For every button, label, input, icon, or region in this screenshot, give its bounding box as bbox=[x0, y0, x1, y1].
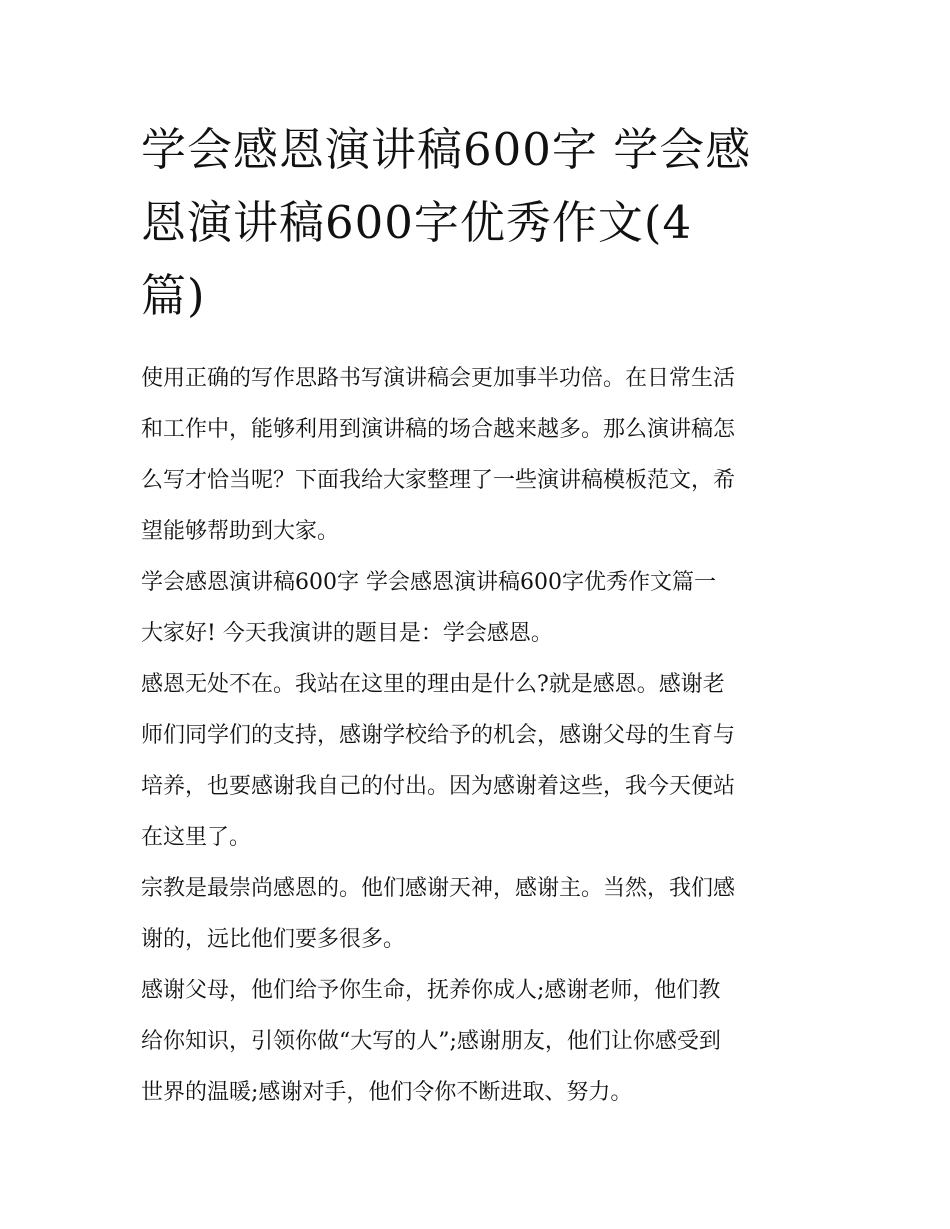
text-line: 宗教是最崇尚感恩的。他们感谢天神，感谢主。当然，我们感 bbox=[141, 876, 736, 901]
text-line: 使用正确的写作思路书写演讲稿会更加事半功倍。在日常生活 bbox=[141, 366, 736, 391]
title-line: 恩演讲稿600字优秀作文(4 bbox=[141, 196, 693, 249]
body-paragraph bbox=[141, 965, 821, 1118]
greeting-paragraph bbox=[141, 608, 821, 659]
text-line: 么写才恰当呢？下面我给大家整理了一些演讲稿模板范文，希 bbox=[141, 468, 736, 493]
text-line: 谢的，远比他们要多很多。 bbox=[141, 927, 406, 952]
text-line: 师们同学们的支持，感谢学校给予的机会，感谢父母的生育与 bbox=[141, 723, 736, 748]
body-paragraph bbox=[141, 659, 821, 863]
text-line: 望能够帮助到大家。 bbox=[141, 519, 340, 544]
text-line: 在这里了。 bbox=[141, 825, 252, 850]
text-line: 培养，也要感谢我自己的付出。因为感谢着这些，我今天便站 bbox=[141, 774, 736, 799]
intro-paragraph bbox=[141, 353, 821, 557]
text-line: 学会感恩演讲稿600字 学会感恩演讲稿600字优秀作文篇一 bbox=[141, 570, 716, 595]
text-line: 和工作中，能够利用到演讲稿的场合越来越多。那么演讲稿怎 bbox=[141, 417, 736, 442]
title-line: 学会感恩演讲稿600字 学会感 bbox=[141, 123, 752, 176]
section-heading bbox=[141, 557, 821, 608]
title-line: 篇) bbox=[141, 269, 206, 322]
text-line: 大家好! 今天我演讲的题目是：学会感恩。 bbox=[141, 621, 553, 646]
body-paragraph bbox=[141, 863, 821, 965]
text-line: 世界的温暖;感谢对手，他们令你不断进取、努力。 bbox=[141, 1080, 633, 1105]
document-body bbox=[141, 353, 821, 1118]
text-line: 感恩无处不在。我站在这里的理由是什么?就是感恩。感谢老 bbox=[141, 672, 725, 697]
text-line: 感谢父母，他们给予你生命，抚养你成人;感谢老师，他们教 bbox=[141, 978, 721, 1003]
text-line: 给你知识，引领你做“大写的人”;感谢朋友，他们让你感受到 bbox=[141, 1029, 721, 1054]
document-title bbox=[141, 113, 821, 332]
